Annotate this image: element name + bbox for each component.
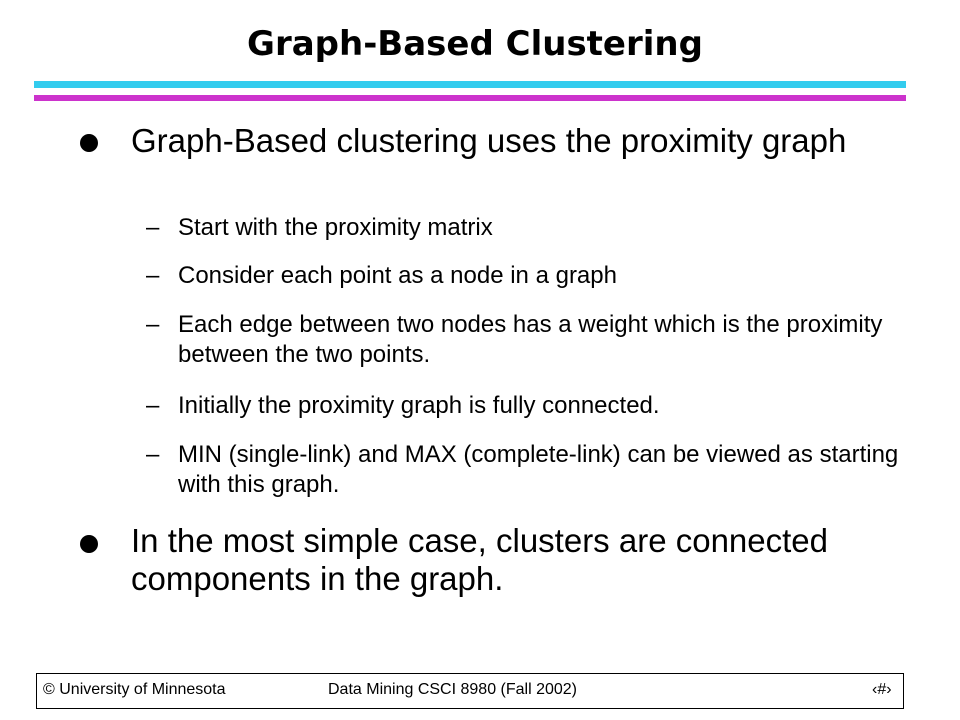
sub-item-dash-4: – [146, 392, 160, 419]
sub-item-2: Consider each point as a node in a graph [178, 262, 617, 289]
footer-page-number: ‹#› [872, 681, 892, 698]
bullet-dot-1 [80, 134, 98, 152]
bullet-text-1: Graph-Based clustering uses the proximity graph [131, 122, 847, 159]
sub-item-4: Initially the proximity graph is fully connected. [178, 392, 660, 419]
footer-course: Data Mining CSCI 8980 (Fall 2002) [328, 681, 578, 698]
sub-item-dash-2: – [146, 262, 160, 289]
title-rule-cyan [34, 81, 906, 88]
footer-copyright: © University of Minnesota [43, 681, 226, 698]
sub-item-5: MIN (single-link) and MAX (complete-link) can be viewed as starting with this graph. [178, 441, 899, 498]
sub-item-dash-1: – [146, 214, 160, 241]
bullet-dot-2 [80, 535, 98, 553]
sub-item-3: Each edge between two nodes has a weight which is the proximity between the two points. [178, 311, 883, 368]
bullet-text-2: In the most simple case, clusters are connected components in the graph. [131, 522, 828, 597]
slide-title: Graph-Based Clustering [247, 24, 703, 64]
sub-item-dash-3: – [146, 311, 160, 338]
sub-item-1: Start with the proximity matrix [178, 214, 493, 241]
sub-item-dash-5: – [146, 441, 160, 468]
title-rule-magenta [34, 95, 906, 101]
